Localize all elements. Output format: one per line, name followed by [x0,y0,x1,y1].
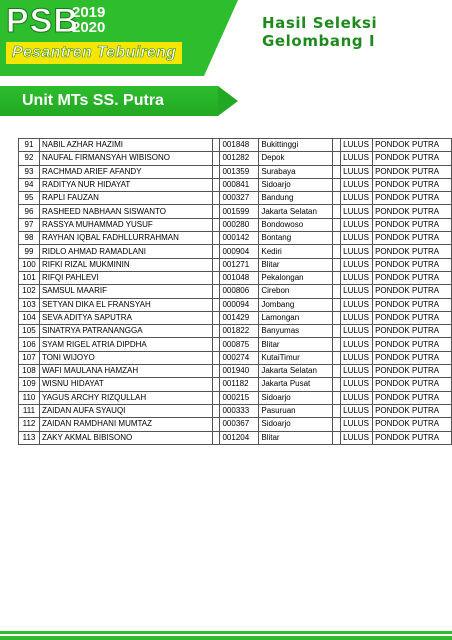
row-number: 100 [19,258,40,271]
destination: PONDOK PUTRA [373,245,452,258]
row-number: 101 [19,271,40,284]
city: Cirebon [259,285,333,298]
column-gap [333,378,341,391]
row-number: 111 [19,404,40,417]
column-gap [212,271,220,284]
status: LULUS [341,258,373,271]
destination: PONDOK PUTRA [373,351,452,364]
column-gap [212,404,220,417]
column-gap [333,245,341,258]
destination: PONDOK PUTRA [373,311,452,324]
city: Sidoarjo [259,391,333,404]
student-name: RADITYA NUR HIDAYAT [39,178,212,191]
row-number: 92 [19,152,40,165]
table-row [19,139,452,152]
table-row [19,338,452,351]
city: Pekalongan [259,271,333,284]
column-gap [333,298,341,311]
status: LULUS [341,351,373,364]
registration-number: 001822 [220,325,259,338]
status: LULUS [341,285,373,298]
registration-number: 001848 [220,139,259,152]
table-row [19,311,452,324]
student-name: NAUFAL FIRMANSYAH WIBISONO [39,152,212,165]
destination: PONDOK PUTRA [373,192,452,205]
student-name: SINATRYA PATRANANGGA [39,325,212,338]
city: Bontang [259,232,333,245]
table-row [19,165,452,178]
column-gap [212,152,220,165]
table-row [19,391,452,404]
registration-number: 000094 [220,298,259,311]
status: LULUS [341,245,373,258]
student-name: RIFQI PAHLEVI [39,271,212,284]
column-gap [212,258,220,271]
table-row [19,325,452,338]
registration-number: 000841 [220,178,259,191]
column-gap [212,178,220,191]
column-gap [212,218,220,231]
city: Lamongan [259,311,333,324]
student-name: YAGUS ARCHY RIZQULLAH [39,391,212,404]
row-number: 106 [19,338,40,351]
unit-banner-arrow [218,86,238,116]
status: LULUS [341,378,373,391]
column-gap [212,418,220,431]
student-name: ZAKY AKMAL BIBISONO [39,431,212,444]
destination: PONDOK PUTRA [373,178,452,191]
column-gap [333,232,341,245]
header-banner [0,0,452,76]
results-table [18,138,452,445]
registration-number: 000904 [220,245,259,258]
row-number: 105 [19,325,40,338]
city: Banyumas [259,325,333,338]
row-number: 108 [19,365,40,378]
column-gap [333,365,341,378]
city: Sidoarjo [259,178,333,191]
table-row [19,232,452,245]
registration-number: 000142 [220,232,259,245]
destination: PONDOK PUTRA [373,404,452,417]
table-row [19,258,452,271]
column-gap [333,351,341,364]
column-gap [333,311,341,324]
city: Depok [259,152,333,165]
column-gap [333,178,341,191]
table-row [19,365,452,378]
column-gap [212,391,220,404]
status: LULUS [341,338,373,351]
registration-number: 000215 [220,391,259,404]
table-row [19,271,452,284]
column-gap [333,285,341,298]
student-name: RAPLI FAUZAN [39,192,212,205]
footer-rule-top [0,631,452,634]
row-number: 107 [19,351,40,364]
student-name: RASSYA MUHAMMAD YUSUF [39,218,212,231]
column-gap [212,325,220,338]
table-row [19,218,452,231]
row-number: 94 [19,178,40,191]
column-gap [212,165,220,178]
table-row [19,152,452,165]
destination: PONDOK PUTRA [373,325,452,338]
registration-number: 001429 [220,311,259,324]
row-number: 102 [19,285,40,298]
city: Bandung [259,192,333,205]
column-gap [333,431,341,444]
results-table-body [19,139,452,445]
registration-number: 000806 [220,285,259,298]
city: Blitar [259,258,333,271]
city: Bukittinggi [259,139,333,152]
registration-number: 000280 [220,218,259,231]
student-name: TONI WIJOYO [39,351,212,364]
registration-number: 001048 [220,271,259,284]
city: Pasuruan [259,404,333,417]
column-gap [333,192,341,205]
status: LULUS [341,192,373,205]
table-row [19,178,452,191]
unit-label: Unit MTs SS. Putra [22,92,164,109]
row-number: 91 [19,139,40,152]
destination: PONDOK PUTRA [373,431,452,444]
column-gap [333,391,341,404]
column-gap [212,205,220,218]
student-name: RIFKI RIZAL MUKMININ [39,258,212,271]
table-row [19,298,452,311]
city: Surabaya [259,165,333,178]
student-name: RIDLO AHMAD RAMADLANI [39,245,212,258]
column-gap [212,298,220,311]
row-number: 109 [19,378,40,391]
city: Sidoarjo [259,418,333,431]
column-gap [333,205,341,218]
title-line-2: Gelombang I [262,32,376,50]
student-name: ZAIDAN AUFA SYAUQI [39,404,212,417]
table-row [19,192,452,205]
city: Kediri [259,245,333,258]
registration-number: 001940 [220,365,259,378]
destination: PONDOK PUTRA [373,365,452,378]
column-gap [212,378,220,391]
status: LULUS [341,418,373,431]
status: LULUS [341,165,373,178]
row-number: 97 [19,218,40,231]
column-gap [212,192,220,205]
column-gap [212,338,220,351]
city: Jakarta Selatan [259,205,333,218]
column-gap [212,431,220,444]
registration-number: 000367 [220,418,259,431]
unit-banner [0,86,238,116]
column-gap [333,218,341,231]
registration-number: 001359 [220,165,259,178]
city: Jakarta Pusat [259,378,333,391]
status: LULUS [341,178,373,191]
student-name: ZAIDAN RAMDHANI MUMTAZ [39,418,212,431]
footer-rule-bottom [0,636,452,640]
registration-number: 000274 [220,351,259,364]
student-name: RACHMAD ARIEF AFANDY [39,165,212,178]
table-row [19,431,452,444]
column-gap [212,245,220,258]
destination: PONDOK PUTRA [373,165,452,178]
column-gap [333,258,341,271]
column-gap [212,139,220,152]
column-gap [333,165,341,178]
row-number: 104 [19,311,40,324]
column-gap [212,311,220,324]
status: LULUS [341,205,373,218]
banner-slant [204,0,238,76]
title-line-1: Hasil Seleksi [262,14,378,32]
status: LULUS [341,325,373,338]
destination: PONDOK PUTRA [373,338,452,351]
column-gap [333,152,341,165]
table-row [19,378,452,391]
city: KutaiTimur [259,351,333,364]
city: Blitar [259,431,333,444]
year-bottom: 2020 [72,19,106,36]
registration-number: 000333 [220,404,259,417]
status: LULUS [341,271,373,284]
destination: PONDOK PUTRA [373,218,452,231]
column-gap [333,404,341,417]
registration-number: 000875 [220,338,259,351]
registration-number: 001282 [220,152,259,165]
status: LULUS [341,218,373,231]
student-name: WAFI MAULANA HAMZAH [39,365,212,378]
page-title [262,14,377,50]
status: LULUS [341,404,373,417]
status: LULUS [341,298,373,311]
academic-year [72,5,105,35]
status: LULUS [341,232,373,245]
city: Bondowoso [259,218,333,231]
row-number: 103 [19,298,40,311]
row-number: 112 [19,418,40,431]
year-top: 2019 [72,4,106,21]
school-name: Pesantren Tebuireng [6,42,182,64]
registration-number: 001204 [220,431,259,444]
destination: PONDOK PUTRA [373,378,452,391]
column-gap [212,351,220,364]
column-gap [333,271,341,284]
city: Jombang [259,298,333,311]
registration-number: 001182 [220,378,259,391]
row-number: 113 [19,431,40,444]
destination: PONDOK PUTRA [373,139,452,152]
student-name: SYAM RIGEL ATRIA DIPDHA [39,338,212,351]
destination: PONDOK PUTRA [373,205,452,218]
row-number: 110 [19,391,40,404]
row-number: 93 [19,165,40,178]
psb-logo-text: PSB [6,2,79,40]
table-row [19,351,452,364]
status: LULUS [341,391,373,404]
column-gap [333,325,341,338]
table-row [19,418,452,431]
table-row [19,404,452,417]
row-number: 99 [19,245,40,258]
status: LULUS [341,311,373,324]
student-name: RASHEED NABHAAN SISWANTO [39,205,212,218]
student-name: NABIL AZHAR HAZIMI [39,139,212,152]
status: LULUS [341,365,373,378]
table-row [19,245,452,258]
student-name: SAMSUL MAARIF [39,285,212,298]
row-number: 98 [19,232,40,245]
destination: PONDOK PUTRA [373,418,452,431]
status: LULUS [341,139,373,152]
registration-number: 001271 [220,258,259,271]
student-name: SEVA ADITYA SAPUTRA [39,311,212,324]
destination: PONDOK PUTRA [373,271,452,284]
column-gap [333,139,341,152]
city: Jakarta Selatan [259,365,333,378]
destination: PONDOK PUTRA [373,152,452,165]
destination: PONDOK PUTRA [373,391,452,404]
column-gap [212,285,220,298]
table-row [19,285,452,298]
student-name: SETYAN DIKA EL FRANSYAH [39,298,212,311]
status: LULUS [341,152,373,165]
student-name: WISNU HIDAYAT [39,378,212,391]
status: LULUS [341,431,373,444]
destination: PONDOK PUTRA [373,232,452,245]
registration-number: 000327 [220,192,259,205]
table-row [19,205,452,218]
destination: PONDOK PUTRA [373,258,452,271]
column-gap [212,232,220,245]
column-gap [333,338,341,351]
destination: PONDOK PUTRA [373,285,452,298]
row-number: 96 [19,205,40,218]
registration-number: 001599 [220,205,259,218]
column-gap [333,418,341,431]
student-name: RAYHAN IQBAL FADHLLURRAHMAN [39,232,212,245]
row-number: 95 [19,192,40,205]
destination: PONDOK PUTRA [373,298,452,311]
column-gap [212,365,220,378]
city: Blitar [259,338,333,351]
